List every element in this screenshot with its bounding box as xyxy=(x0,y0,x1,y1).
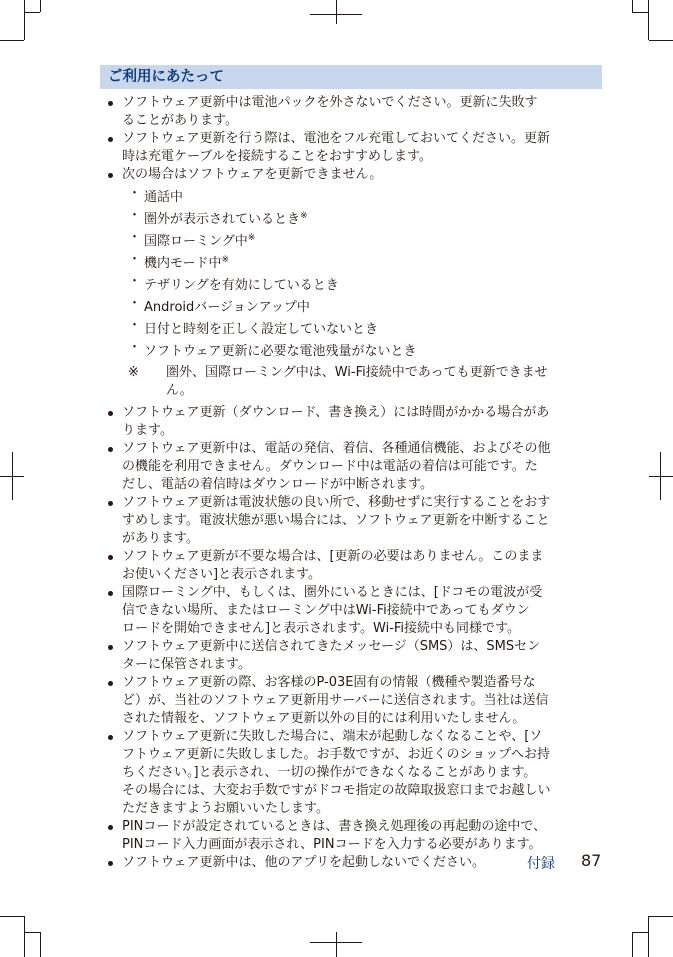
condition-text: ソフトウェア更新に必要な電池残量がないとき xyxy=(144,344,417,359)
condition-item xyxy=(122,273,602,295)
condition-text: Androidバージョンアップ中 xyxy=(144,300,310,315)
list-item-text: ソフトウェア更新は電波状態の良い所で、移動せずに実行することをおす すめします。電波状態が悪い場合には、ソフトウェア更新を中断すること があります。 xyxy=(122,495,551,546)
notes-list xyxy=(106,94,602,872)
list-item-text: ソフトウェア更新を行う際は、電池をフル充電しておいてください。更新 時は充電ケーブルを接続することをおすすめします。 xyxy=(122,131,550,164)
crop-mark xyxy=(649,916,673,917)
condition-item xyxy=(122,229,602,251)
crop-mark xyxy=(0,916,24,917)
note-mark: ※ xyxy=(221,255,230,265)
condition-text: 機内モード中 xyxy=(144,256,222,271)
list-item-text: ソフトウェア更新に失敗した場合に、端末が起動しなくなることや、[ソ フトウェア更新に失敗しました。お手数ですが、お近くのショップへお持 ちください。]と表示され、一切の操作ができなくなることがあります。 その場合には、大変お手数ですがドコモ指定の故障取扱窓口までお越しい ただきますようお願いいたします。 xyxy=(122,729,551,816)
condition-item xyxy=(122,251,602,273)
crop-mark xyxy=(649,40,673,41)
condition-item xyxy=(122,317,602,339)
crop-mark xyxy=(0,40,24,41)
list-item-text: ソフトウェア更新中は、他のアプリを起動しないでください。 xyxy=(122,855,485,870)
crop-mark xyxy=(40,0,41,12)
list-item xyxy=(106,404,602,440)
crop-mark xyxy=(632,932,648,933)
middle-dot: ・ xyxy=(128,208,142,223)
list-item-text: ソフトウェア更新中に送信されてきたメッセージ（SMS）は、SMSセン ターに保管されます。 xyxy=(122,639,541,672)
middle-dot: ・ xyxy=(128,230,142,245)
crop-mark xyxy=(24,0,25,40)
condition-text: テザリングを有効にしているとき xyxy=(144,278,339,293)
condition-text: 圏外が表示されているとき xyxy=(144,212,301,227)
crop-mark xyxy=(632,0,633,12)
condition-list xyxy=(122,185,602,361)
crop-mark xyxy=(24,12,40,13)
crop-mark xyxy=(24,916,25,957)
footer-section-label: 付録 xyxy=(527,856,555,872)
list-item xyxy=(106,674,602,728)
list-item xyxy=(106,638,602,674)
condition-text: 通話中 xyxy=(144,190,184,205)
list-item-text: PINコードが設定されているときは、書き換え処理後の再起動の途中で、 PINコード入力画面が表示され、PINコードを入力する必要があります。 xyxy=(122,819,547,852)
section-title: ご利用にあたって xyxy=(100,65,602,89)
list-item xyxy=(106,584,602,638)
list-item xyxy=(106,166,602,400)
list-item xyxy=(106,94,602,130)
registration-mark xyxy=(12,452,13,500)
registration-mark xyxy=(336,0,337,24)
list-item-text: ソフトウェア更新中は、電話の発信、着信、各種通信機能、およびその他 の機能を利用できません。ダウンロード中は電話の着信は可能です。た だし、電話の着信時はダウンロードが中断されます。 xyxy=(122,441,551,492)
list-item xyxy=(106,440,602,494)
page-number: 87 xyxy=(581,851,602,870)
middle-dot: ・ xyxy=(128,340,142,355)
registration-mark xyxy=(336,932,337,957)
list-item-text: 次の場合はソフトウェアを更新できません。 xyxy=(122,167,383,182)
middle-dot: ・ xyxy=(128,186,142,201)
list-item xyxy=(106,818,602,854)
middle-dot: ・ xyxy=(128,252,142,267)
list-item-text: ソフトウェア更新の際、お客様のP-03E固有の情報（機種や製造番号な ど）が、当社のソフトウェア更新用サーバーに送信されます。当社は送信 された情報を、ソフトウェア更新以外の目的には利用いたしません。 xyxy=(122,675,549,726)
condition-text: 日付と時刻を正しく設定していないとき xyxy=(144,322,379,337)
condition-item xyxy=(122,207,602,229)
condition-text: 国際ローミング中 xyxy=(144,234,248,249)
list-item-text: ソフトウェア更新中は電池パックを外さないでください。更新に失敗す ることがあります。 xyxy=(122,95,538,128)
condition-item xyxy=(122,339,602,361)
footnote-text: 圏外、国際ローミング中は、Wi-Fi接続中であっても更新できませ ん。 xyxy=(166,365,548,398)
footnote xyxy=(122,364,602,400)
middle-dot: ・ xyxy=(128,318,142,333)
list-item-text: ソフトウェア更新（ダウンロード、書き換え）には時間がかかる場合があ ります。 xyxy=(122,405,550,438)
middle-dot: ・ xyxy=(128,296,142,311)
list-item xyxy=(106,130,602,166)
crop-mark xyxy=(632,12,648,13)
note-mark: ※ xyxy=(247,233,256,243)
condition-item xyxy=(122,185,602,207)
crop-mark xyxy=(24,932,40,933)
list-item xyxy=(106,728,602,818)
crop-mark xyxy=(648,916,649,957)
crop-mark xyxy=(648,0,649,40)
list-item-text: ソフトウェア更新が不要な場合は、[更新の必要はありません。このまま お使いください]と表示されます。 xyxy=(122,549,544,582)
footnote-mark: ※ xyxy=(128,365,139,380)
registration-mark xyxy=(649,476,673,477)
list-item-text: 国際ローミング中、もしくは、圏外にいるときには、[ドコモの電波が受 信できない場所、またはローミング中はWi-Fi接続中であってもダウン ロードを開始できません]と表示されます。Wi-Fi接続中も同様です。 xyxy=(122,585,543,636)
middle-dot: ・ xyxy=(128,274,142,289)
list-item xyxy=(106,548,602,584)
note-mark: ※ xyxy=(300,211,308,221)
list-item xyxy=(106,494,602,548)
crop-mark xyxy=(40,932,41,957)
registration-mark xyxy=(660,452,661,500)
crop-mark xyxy=(632,932,633,957)
condition-item xyxy=(122,295,602,317)
